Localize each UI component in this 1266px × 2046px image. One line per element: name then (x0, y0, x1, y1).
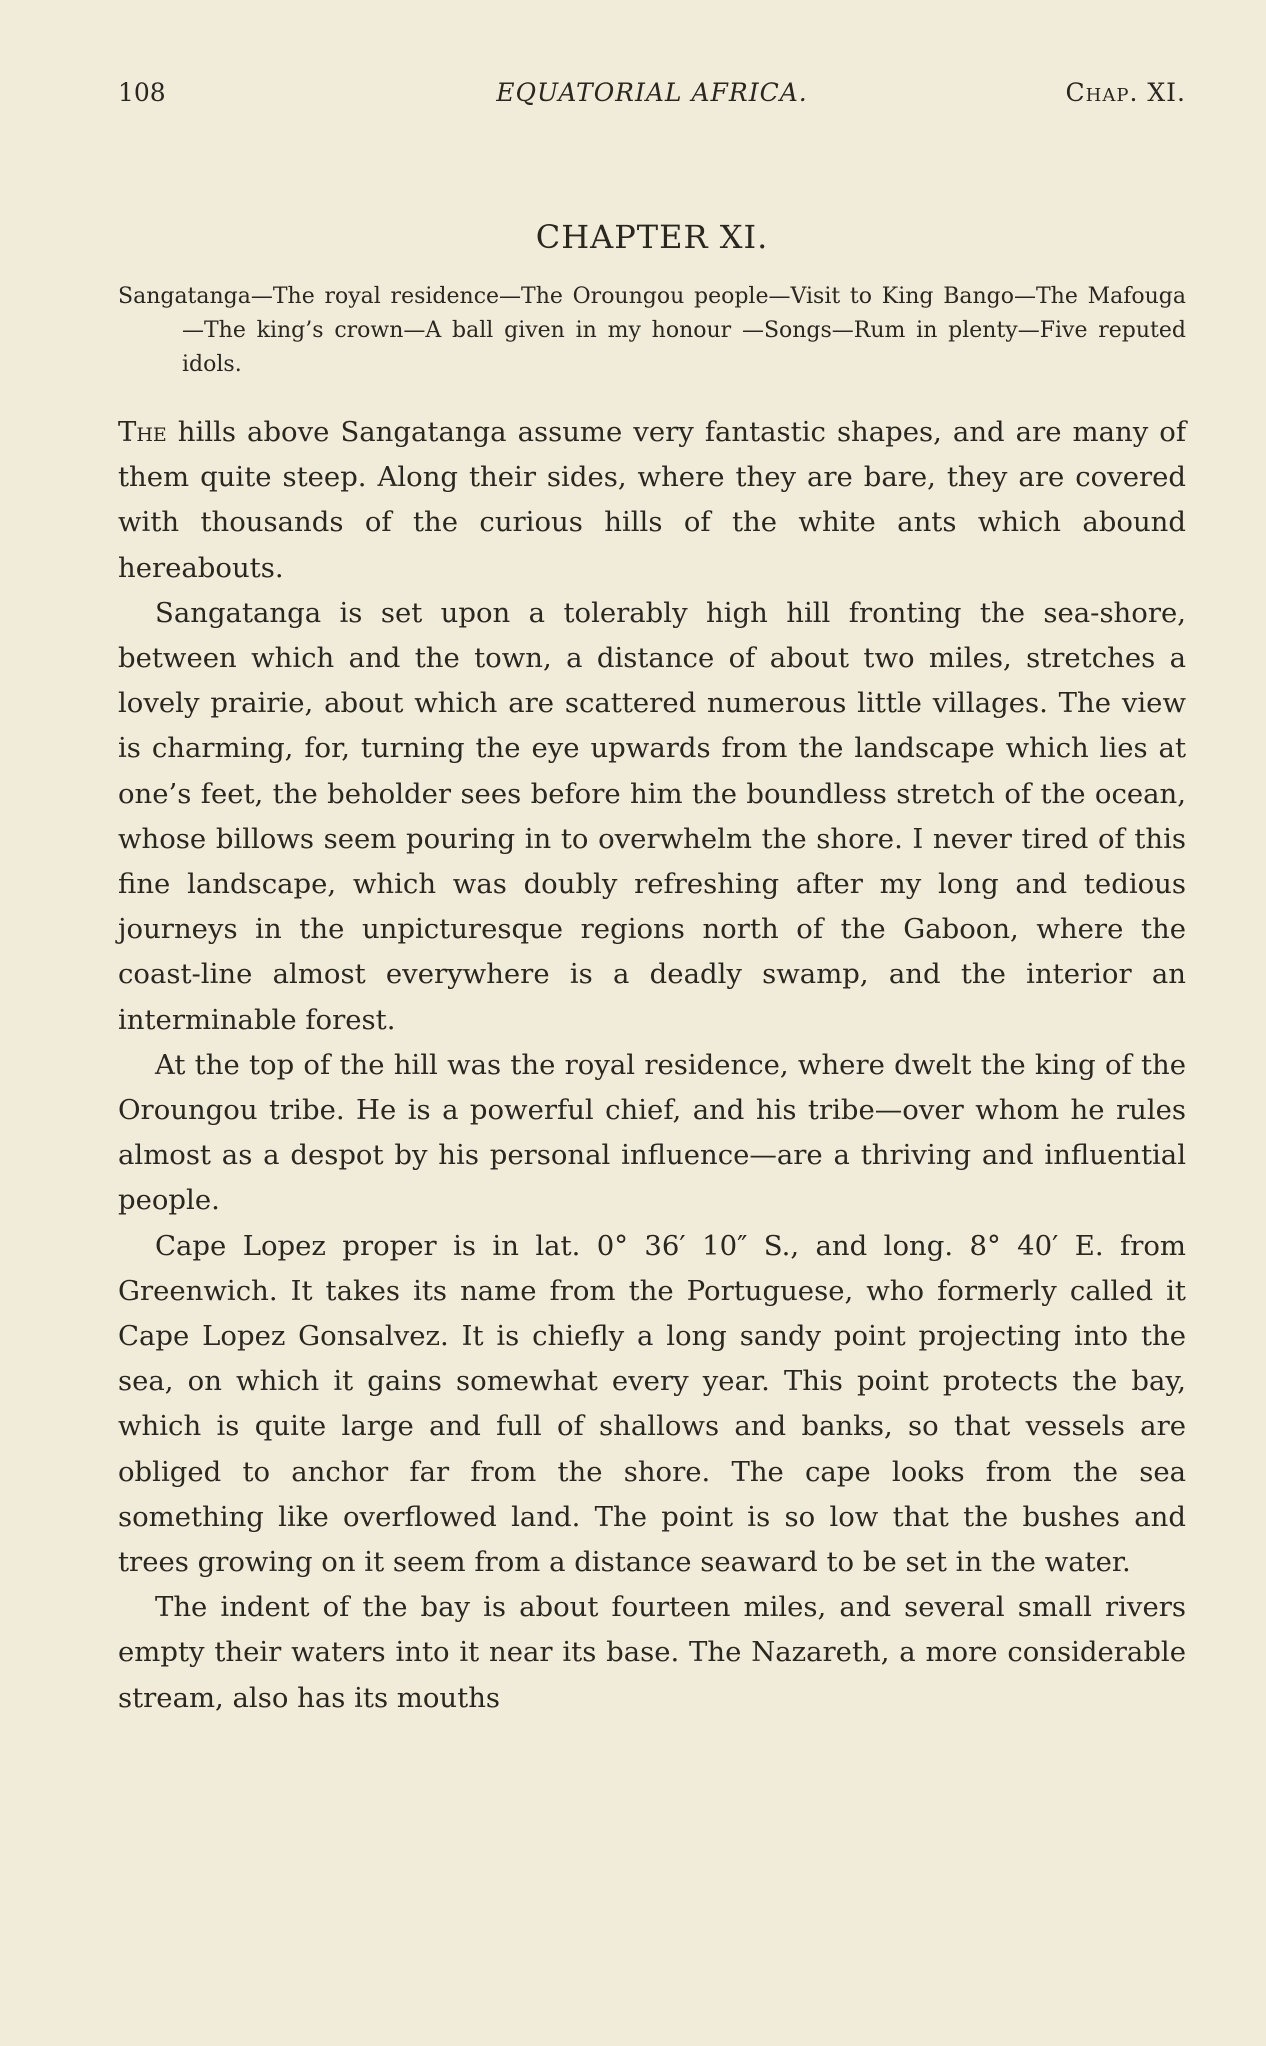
running-head (118, 78, 1186, 118)
paragraph-3: At the top of the hill was the royal residence, where dwelt the king of the Oroungou tribe. He is a powerful chief, and his tribe—over whom he rules almost as a despot by his personal influence—are a thriving and influential people. (118, 1048, 1186, 1217)
chapter-reference: Chap. XI. (1065, 78, 1186, 107)
body-text (118, 410, 1186, 1721)
chapter-title: CHAPTER XI. (535, 218, 769, 256)
paragraph-4: Cape Lopez proper is in lat. 0° 36′ 10″ S., and long. 8° 40′ E. from Greenwich. It takes its name from the Portuguese, who formerly called it Cape Lopez Gonsalvez. It is chiefly a long sandy point projecting into the sea, on which it gains somewhat every year. This point protects the bay, which is quite large and full of shallows and banks, so that vessels are obliged to anchor far from the shore. The cape looks from the sea something like overflowed land. The point is so low that the bushes and trees growing on it seem from a distance seaward to be set in the water. (118, 1229, 1186, 1579)
paragraph-2: Sangatanga is set upon a tolerably high hill fronting the sea-shore, between which and the town, a distance of about two miles, stretches a lovely prairie, about which are scattered numerous little villages. The view is charming, for, turning the eye upwards from the landscape which lies at one’s feet, the beholder sees before him the boundless stretch of the ocean, whose billows seem pouring in to overwhelm the shore. I never tired of this fine landscape, which was doubly refreshing after my long and tedious journeys in the unpicturesque regions north of the Gaboon, where the coast-line almost everywhere is a deadly swamp, and the interior an interminable forest. (118, 596, 1186, 1036)
paragraph-lead-word: The (118, 416, 167, 448)
paragraph-1 (118, 410, 1186, 591)
book-title: EQUATORIAL AFRICA. (496, 78, 808, 107)
chapter-synopsis: Sangatanga—The royal residence—The Oroungou people—Visit to King Bango—The Mafouga—The king’s crown—A ball given in my honour —Songs—Rum in plenty—Five reputed idols. (118, 284, 1186, 377)
paragraph-1-text: hills above Sangatanga assume very fantastic shapes, and are many of them quite steep. Along their sides, where they are bare, they are covered with thousands of the curious hills of the white ants which abound hereabouts. (118, 416, 1186, 584)
page-number: 108 (118, 78, 166, 107)
paragraph-5: The indent of the bay is about fourteen miles, and several small rivers empty their waters into it near its base. The Nazareth, a more considerable stream, also has its mouths (118, 1591, 1186, 1714)
